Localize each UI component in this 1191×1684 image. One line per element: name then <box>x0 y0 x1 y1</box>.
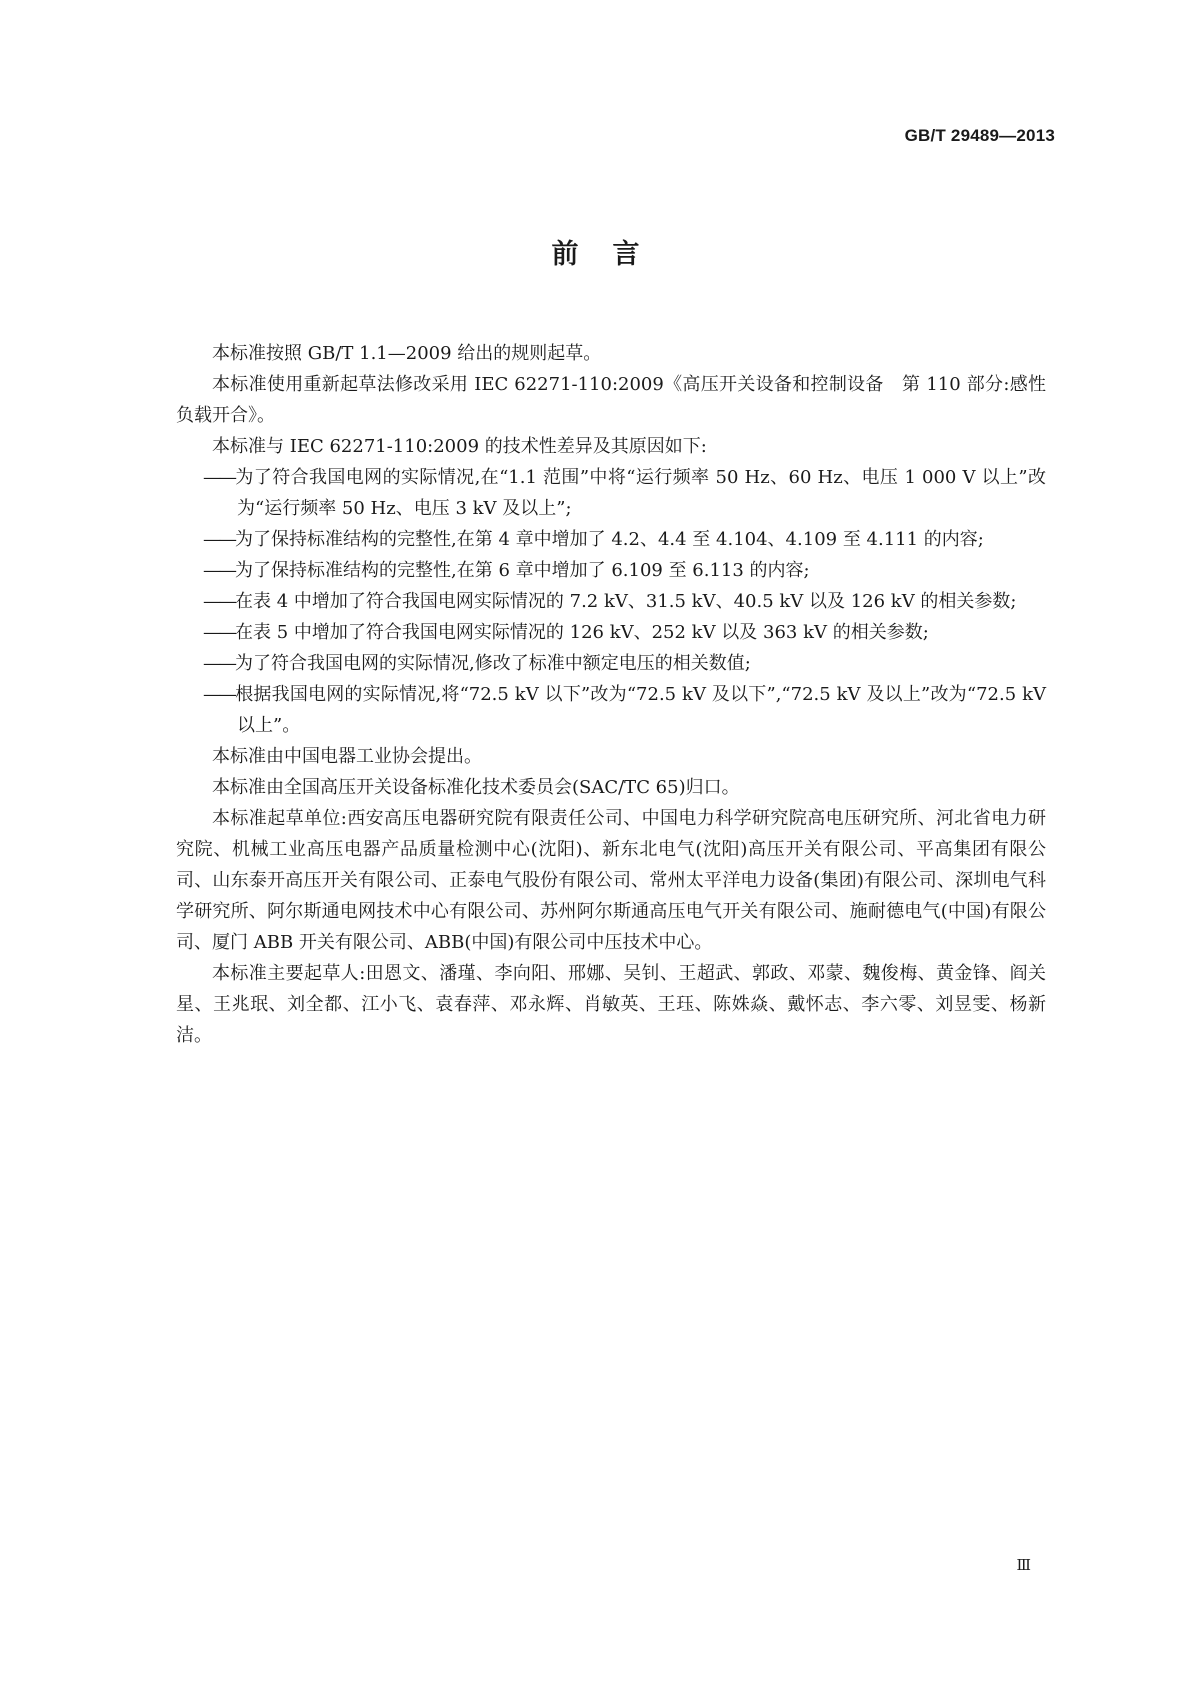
paragraph-drafting-units: 本标准起草单位:西安高压电器研究院有限责任公司、中国电力科学研究院高电压研究所、河北省电力研究院、机械工业高压电器产品质量检测中心(沈阳)、新东北电气(沈阳)高压开关有限公司、平高集团有限公司、山东泰开高压开关有限公司、正泰电气股份有限公司、常州太平洋电力设备(集团)有限公司、深圳电气科学研究所、阿尔斯通电网技术中心有限公司、苏州阿尔斯通高压电气开关有限公司、施耐德电气(中国)有限公司、厦门 ABB 开关有限公司、ABB(中国)有限公司中压技术中心。 <box>176 808 1046 953</box>
page-title: 前言 <box>551 239 674 270</box>
document-body <box>176 338 1046 1051</box>
list-item-text: 根据我国电网的实际情况,将“72.5 kV 以下”改为“72.5 kV 及以下”,“72.5 kV 及以上”改为“72.5 kV 以上”。 <box>235 684 1046 736</box>
list-item <box>176 586 1046 617</box>
list-dash: —— <box>203 560 235 581</box>
list-dash: —— <box>203 653 235 674</box>
differences-list <box>176 462 1046 741</box>
paragraph-proposed-by: 本标准由中国电器工业协会提出。 <box>212 746 482 767</box>
list-item-text: 为了符合我国电网的实际情况,在“1.1 范围”中将“运行频率 50 Hz、60 Hz、电压 1 000 V 以上”改为“运行频率 50 Hz、电压 3 kV 及以上”; <box>235 467 1046 519</box>
page-number: Ⅲ <box>1016 1558 1031 1574</box>
standard-number: GB/T 29489—2013 <box>904 126 1055 145</box>
paragraph-differences-intro: 本标准与 IEC 62271-110:2009 的技术性差异及其原因如下: <box>212 436 707 457</box>
list-item-text: 为了保持标准结构的完整性,在第 6 章中增加了 6.109 至 6.113 的内容; <box>235 560 810 581</box>
list-item-text: 在表 4 中增加了符合我国电网实际情况的 7.2 kV、31.5 kV、40.5 kV 以及 126 kV 的相关参数; <box>235 591 1017 612</box>
list-item <box>176 648 1046 679</box>
list-item <box>176 679 1046 741</box>
list-dash: —— <box>203 684 235 705</box>
list-item <box>176 524 1046 555</box>
list-item <box>176 555 1046 586</box>
list-dash: —— <box>203 467 235 488</box>
list-item-text: 为了保持标准结构的完整性,在第 4 章中增加了 4.2、4.4 至 4.104、4.109 至 4.111 的内容; <box>235 529 984 550</box>
list-dash: —— <box>203 622 235 643</box>
list-dash: —— <box>203 529 235 550</box>
list-item <box>176 462 1046 524</box>
list-dash: —— <box>203 591 235 612</box>
paragraph-drafting-rules: 本标准按照 GB/T 1.1—2009 给出的规则起草。 <box>212 343 602 364</box>
list-item-text: 在表 5 中增加了符合我国电网实际情况的 126 kV、252 kV 以及 363 kV 的相关参数; <box>235 622 929 643</box>
list-item-text: 为了符合我国电网的实际情况,修改了标准中额定电压的相关数值; <box>235 653 751 674</box>
paragraph-drafters: 本标准主要起草人:田恩文、潘瑾、李向阳、邢娜、吴钊、王超武、郭政、邓蒙、魏俊梅、黄金锋、阎关星、王兆珉、刘全都、江小飞、袁春萍、邓永辉、肖敏英、王珏、陈姝焱、戴怀志、李六零、刘昱雯、杨新洁。 <box>176 963 1046 1046</box>
list-item <box>176 617 1046 648</box>
paragraph-managed-by: 本标准由全国高压开关设备标准化技术委员会(SAC/TC 65)归口。 <box>212 777 740 798</box>
paragraph-adoption: 本标准使用重新起草法修改采用 IEC 62271-110:2009《高压开关设备和控制设备 第 110 部分:感性负载开合》。 <box>176 374 1046 426</box>
